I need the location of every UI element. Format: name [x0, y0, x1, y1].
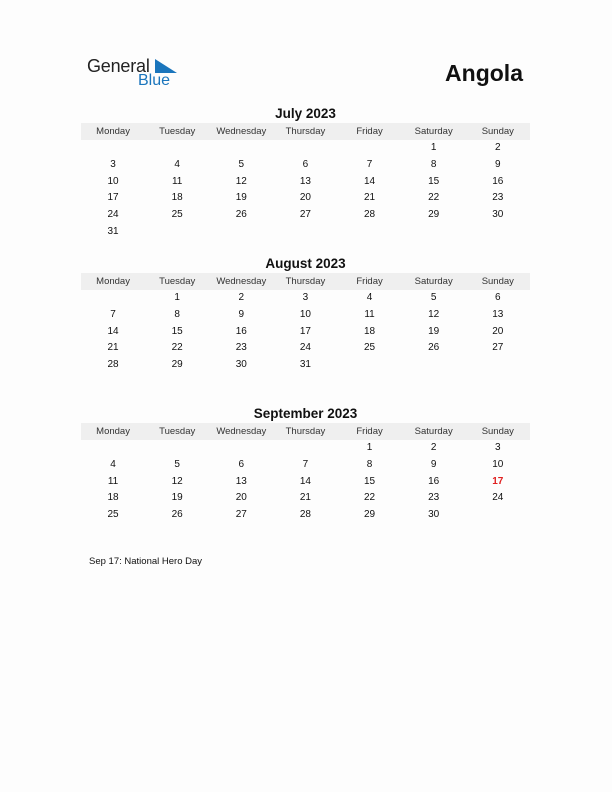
week-row — [81, 340, 530, 357]
week-row — [81, 474, 530, 491]
empty-day-cell — [209, 224, 273, 241]
day-cell: 15 — [428, 175, 440, 187]
weekday-label: Friday — [356, 126, 383, 137]
empty-day-cell — [402, 357, 466, 374]
month-calendar — [81, 255, 530, 374]
logo-blue-text: Blue — [138, 72, 171, 89]
day-cell: 10 — [299, 308, 311, 320]
holiday-day-cell: 17 — [492, 475, 504, 487]
empty-day-cell — [209, 440, 273, 457]
weekday-label: Tuesday — [159, 426, 196, 437]
day-cell: 20 — [235, 492, 247, 504]
day-cell: 23 — [235, 342, 247, 354]
day-cell: 5 — [174, 458, 180, 470]
weekday-label: Friday — [356, 276, 383, 287]
day-cell: 3 — [110, 158, 116, 170]
day-cell: 6 — [495, 292, 501, 303]
day-cell: 20 — [299, 192, 311, 204]
day-cell: 27 — [299, 209, 311, 221]
day-cell: 21 — [364, 192, 376, 204]
week-row — [81, 190, 530, 207]
day-cell: 19 — [428, 325, 440, 337]
week-row — [81, 457, 530, 474]
day-cell: 3 — [495, 442, 501, 453]
day-cell: 29 — [171, 359, 183, 371]
empty-day-cell — [273, 224, 337, 241]
day-cell: 31 — [107, 225, 119, 237]
day-cell: 22 — [428, 192, 440, 204]
day-cell: 27 — [235, 509, 247, 521]
day-cell: 9 — [238, 308, 245, 320]
day-cell: 10 — [107, 175, 119, 187]
empty-day-cell — [81, 440, 145, 457]
day-cell: 18 — [364, 325, 376, 337]
weekday-label: Saturday — [414, 126, 453, 137]
day-cell: 2 — [238, 292, 245, 303]
day-cell: 10 — [492, 458, 504, 470]
weekday-label: Thursday — [285, 426, 326, 437]
weekday-label: Monday — [96, 126, 130, 137]
day-cell: 16 — [235, 325, 247, 337]
day-cell: 14 — [299, 475, 311, 487]
day-cell: 18 — [171, 192, 183, 204]
week-row — [81, 157, 530, 174]
day-cell: 2 — [495, 142, 501, 153]
weekday-header-row — [81, 423, 530, 440]
weekday-label: Wednesday — [216, 276, 267, 287]
day-cell: 11 — [107, 475, 119, 487]
month-calendar — [81, 105, 530, 241]
weekday-label: Monday — [96, 426, 130, 437]
empty-day-cell — [273, 440, 337, 457]
weekday-label: Wednesday — [216, 126, 267, 137]
weekday-label: Tuesday — [159, 126, 196, 137]
week-row — [81, 224, 530, 241]
month-title: August 2023 — [265, 256, 346, 271]
day-cell: 7 — [366, 158, 373, 170]
day-cell: 13 — [299, 175, 311, 187]
day-cell: 17 — [299, 325, 311, 337]
day-cell: 2 — [430, 442, 437, 453]
day-cell: 28 — [107, 359, 119, 371]
day-cell: 23 — [492, 192, 504, 204]
day-cell: 13 — [492, 308, 504, 320]
day-cell: 26 — [235, 209, 247, 221]
day-cell: 13 — [235, 475, 247, 487]
weekday-label: Tuesday — [159, 276, 196, 287]
day-cell: 8 — [366, 458, 373, 470]
week-row — [81, 174, 530, 191]
empty-day-cell — [466, 224, 530, 241]
empty-day-cell — [338, 357, 402, 374]
day-cell: 27 — [492, 342, 504, 354]
weekday-label: Sunday — [481, 126, 514, 137]
day-cell: 6 — [302, 158, 309, 170]
holiday-note: Sep 17: National Hero Day — [89, 556, 203, 567]
empty-day-cell — [338, 140, 402, 157]
day-cell: 15 — [171, 325, 183, 337]
empty-day-cell — [466, 357, 530, 374]
day-cell: 11 — [171, 175, 183, 187]
weekday-label: Thursday — [285, 276, 326, 287]
week-row — [81, 324, 530, 341]
day-cell: 31 — [299, 359, 311, 371]
week-row — [81, 357, 530, 374]
day-cell: 8 — [430, 158, 437, 170]
week-row — [81, 140, 530, 157]
empty-day-cell — [81, 140, 145, 157]
empty-day-cell — [338, 224, 402, 241]
day-cell: 14 — [107, 325, 119, 337]
day-cell: 7 — [110, 308, 116, 320]
day-cell: 30 — [235, 359, 247, 371]
week-row — [81, 440, 530, 457]
weekday-header-row — [81, 123, 530, 140]
weekday-label: Saturday — [414, 426, 453, 437]
day-cell: 1 — [174, 292, 180, 303]
weekday-label: Friday — [356, 426, 383, 437]
day-cell: 4 — [366, 292, 373, 303]
day-cell: 12 — [171, 475, 183, 487]
weekday-label: Thursday — [285, 126, 326, 137]
day-cell: 30 — [428, 509, 440, 521]
day-cell: 25 — [364, 342, 376, 354]
day-cell: 25 — [107, 509, 119, 521]
empty-day-cell — [145, 440, 209, 457]
day-cell: 16 — [492, 175, 504, 187]
day-cell: 4 — [174, 158, 180, 170]
day-cell: 29 — [364, 509, 376, 521]
day-cell: 1 — [366, 442, 373, 453]
day-cell: 9 — [495, 158, 501, 170]
week-row — [81, 507, 530, 524]
day-cell: 22 — [364, 492, 376, 504]
day-cell: 12 — [235, 175, 247, 187]
day-cell: 26 — [171, 509, 183, 521]
day-cell: 8 — [174, 308, 180, 320]
day-cell: 26 — [428, 342, 440, 354]
day-cell: 20 — [492, 325, 504, 337]
day-cell: 9 — [430, 458, 437, 470]
day-cell: 25 — [171, 209, 183, 221]
logo-triangle-icon — [155, 59, 177, 73]
country-title: Angola — [445, 60, 523, 86]
week-row — [81, 290, 530, 307]
day-cell: 5 — [430, 292, 437, 303]
day-cell: 4 — [110, 458, 116, 470]
day-cell: 11 — [364, 308, 375, 320]
week-row — [81, 490, 530, 507]
day-cell: 28 — [364, 209, 376, 221]
weekday-header-row — [81, 273, 530, 290]
empty-day-cell — [402, 224, 466, 241]
day-cell: 24 — [107, 209, 119, 221]
day-cell: 21 — [299, 492, 311, 504]
empty-day-cell — [466, 507, 530, 524]
generalblue-logo — [87, 56, 187, 92]
empty-day-cell — [81, 290, 145, 307]
weekday-label: Sunday — [481, 426, 514, 437]
empty-day-cell — [273, 140, 337, 157]
day-cell: 6 — [238, 458, 245, 470]
day-cell: 22 — [171, 342, 183, 354]
day-cell: 24 — [299, 342, 311, 354]
month-calendar — [81, 405, 530, 524]
day-cell: 29 — [428, 209, 440, 221]
day-cell: 19 — [235, 192, 247, 204]
day-cell: 1 — [430, 142, 437, 153]
weekday-label: Sunday — [481, 276, 514, 287]
day-cell: 21 — [107, 342, 119, 354]
weekday-label: Saturday — [414, 276, 453, 287]
day-cell: 19 — [171, 492, 183, 504]
day-cell: 12 — [428, 308, 440, 320]
day-cell: 17 — [107, 192, 119, 204]
day-cell: 18 — [107, 492, 119, 504]
empty-day-cell — [145, 224, 209, 241]
month-title: July 2023 — [275, 106, 336, 121]
week-row — [81, 307, 530, 324]
day-cell: 28 — [299, 509, 311, 521]
month-title: September 2023 — [253, 406, 358, 421]
day-cell: 24 — [492, 492, 504, 504]
logo-general-text: General — [87, 56, 150, 76]
day-cell: 5 — [238, 158, 245, 170]
empty-day-cell — [209, 140, 273, 157]
day-cell: 7 — [302, 458, 309, 470]
empty-day-cell — [145, 140, 209, 157]
day-cell: 23 — [428, 492, 440, 504]
week-row — [81, 207, 530, 224]
day-cell: 30 — [492, 209, 504, 221]
day-cell: 3 — [302, 292, 309, 303]
day-cell: 14 — [364, 175, 376, 187]
day-cell: 15 — [364, 475, 376, 487]
weekday-label: Monday — [96, 276, 130, 287]
weekday-label: Wednesday — [216, 426, 267, 437]
day-cell: 16 — [428, 475, 440, 487]
